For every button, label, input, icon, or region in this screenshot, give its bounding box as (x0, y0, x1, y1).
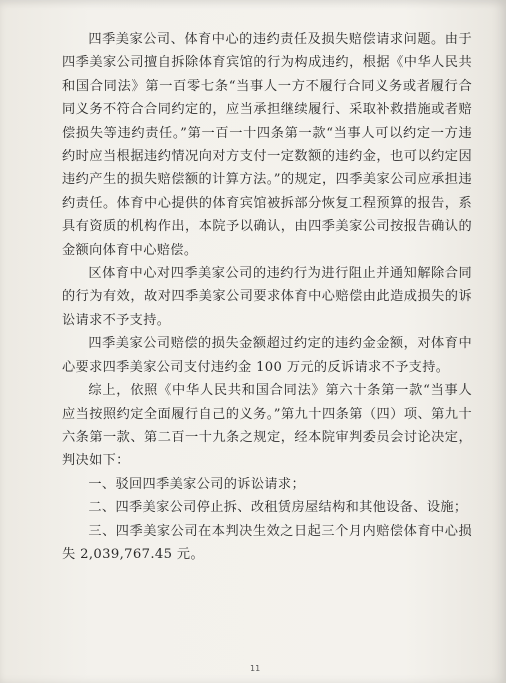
judgment-item-2: 二、四季美家公司停止拆、改租赁房屋结构和其他设备、设施； (88, 500, 468, 516)
paragraph-penalty: 四季美家公司赔偿的损失金额超过约定的违约金金额，对体育中心要求四季美家公司支付违约金 100 万元的反诉请求不予支持。 (62, 336, 472, 375)
judgment-item-3: 三、四季美家公司在本判决生效之日起三个月内赔偿体育中心损失 2,039,767.45 元。 (62, 523, 472, 562)
page-number: 11 (250, 664, 261, 673)
paragraph-liability: 四季美家公司、体育中心的违约责任及损失赔偿请求问题。由于四季美家公司擅自拆除体育宾馆的行为构成违约，根据《中华人民共和国合同法》第一百零七条“当事人一方不履行合同义务或者履行合同义务不符合合同约定的，应当承担继续履行、采取补救措施或者赔偿损失等违约责任。”第一百一十四条第一款“当事人可以约定一方违约时应当根据违约情况向对方支付一定数额的违约金，也可以约定因违约产生的损失赔偿额的计算方法。”的规定，四季美家公司应承担违约责任。体育中心提供的体育宾馆被拆部分恢复工程预算的报告，系具有资质的机构作出，本院予以确认，由四季美家公司按报告确认的金额向体育中心赔偿。 (62, 32, 472, 258)
document-body (62, 28, 472, 566)
judgment-item-1: 一、驳回四季美家公司的诉讼请求； (88, 476, 305, 492)
paragraph-termination: 区体育中心对四季美家公司的违约行为进行阻止并通知解除合同的行为有效，故对四季美家公司要求体育中心赔偿由此造成损失的诉讼请求不予支持。 (62, 266, 472, 328)
paragraph-conclusion: 综上，依照《中华人民共和国合同法》第六十条第一款“当事人应当按照约定全面履行自己的义务。”第九十四条第（四）项、第九十六条第一款、第二百一十九条之规定，经本院审判委员会讨论决定，判决如下： (62, 383, 472, 469)
